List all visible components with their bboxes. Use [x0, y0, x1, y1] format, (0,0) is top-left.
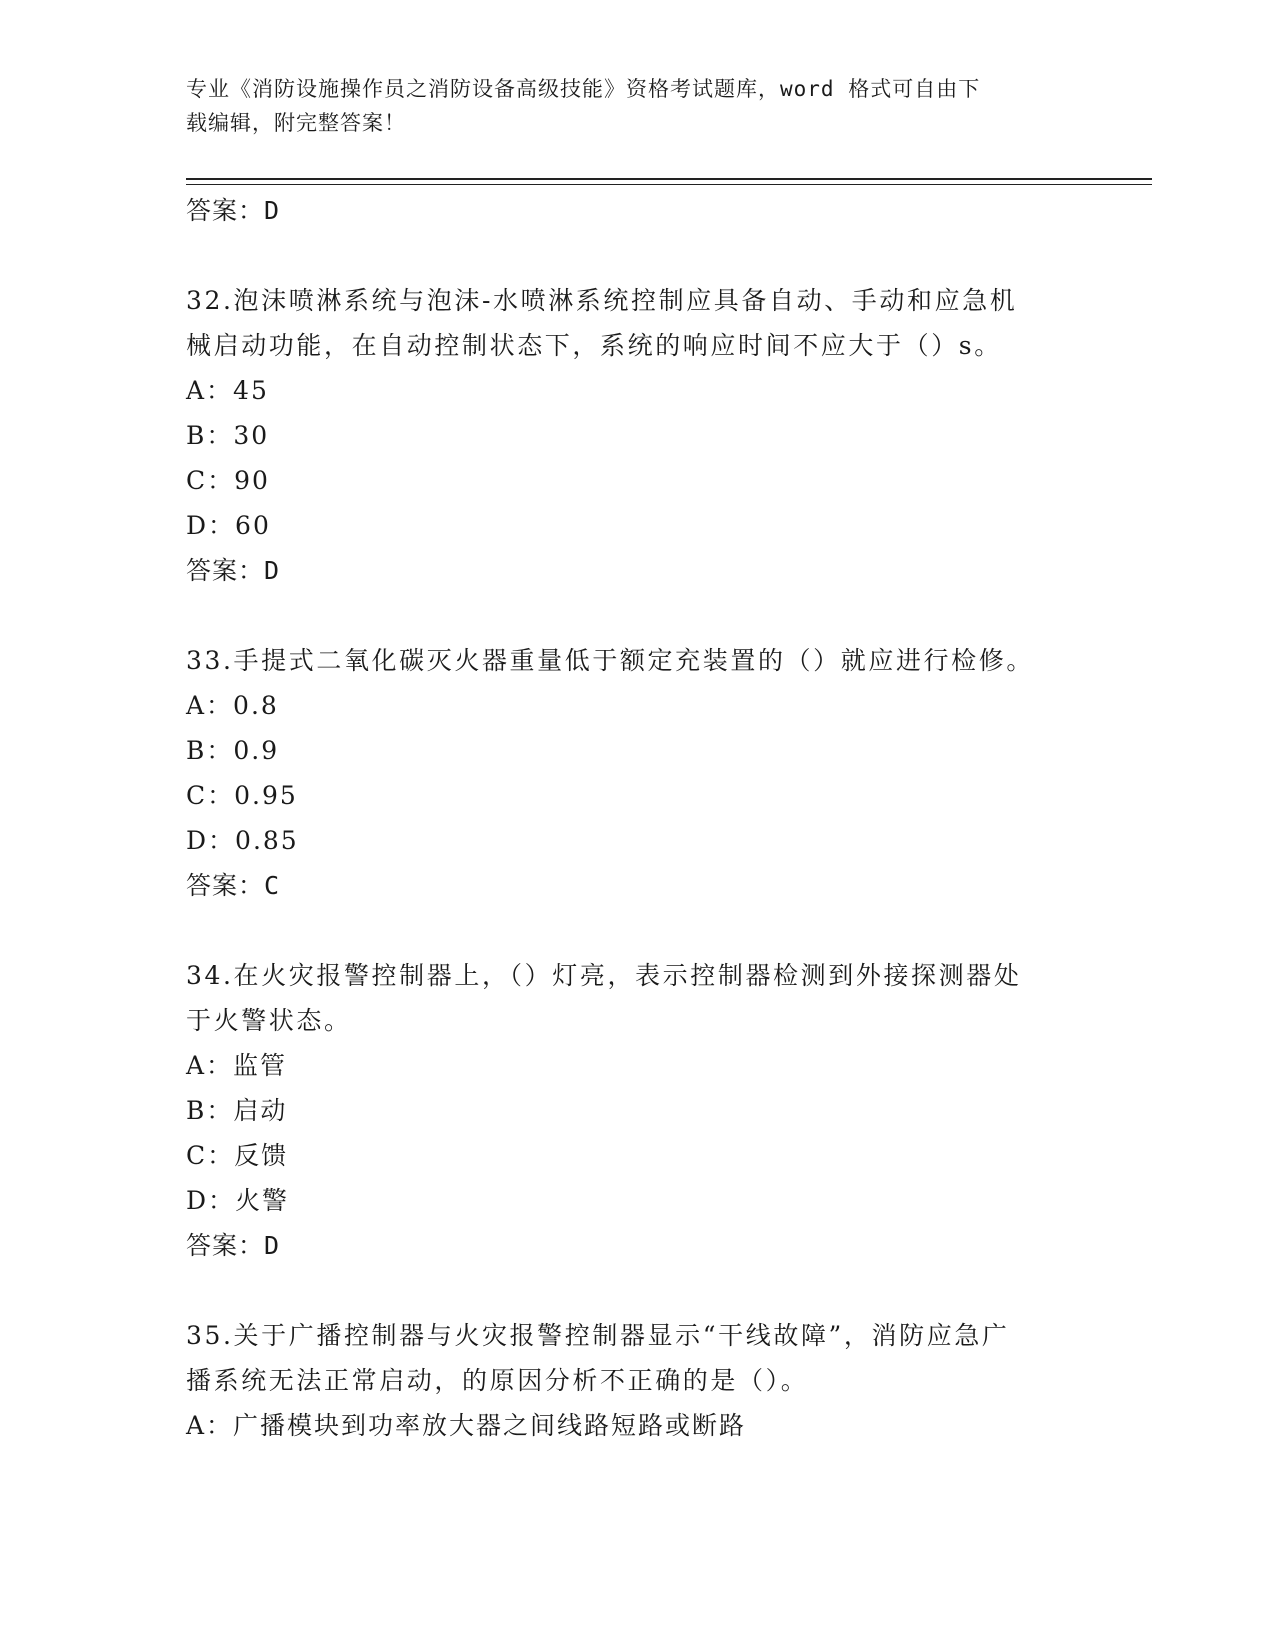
question-text-line: 34.在火灾报警控制器上，（）灯亮，表示控制器检测到外接探测器处: [186, 961, 1022, 990]
answer-label: 答案：: [186, 1231, 265, 1260]
answer-label: 答案：: [186, 196, 265, 225]
question-text-line: 33.手提式二氧化碳灭火器重量低于额定充装置的（）就应进行检修。: [186, 646, 1034, 675]
question-item: [186, 1313, 1086, 1448]
header-divider-thick: [186, 178, 1152, 180]
option-a: A：0.8: [186, 691, 279, 720]
question-text-line: 于火警状态。: [186, 1006, 352, 1035]
answer-value: D: [264, 1231, 281, 1260]
option-d: D：60: [186, 511, 271, 540]
question-text-line: 35.关于广播控制器与火灾报警控制器显示“干线故障”，消防应急广: [186, 1321, 1010, 1350]
option-a: A：45: [186, 376, 269, 405]
header-divider-thin: [186, 184, 1152, 185]
option-b: B：启动: [186, 1096, 288, 1125]
question-text-line: 械启动功能，在自动控制状态下，系统的响应时间不应大于（）s。: [186, 331, 1002, 360]
option-a: A：监管: [186, 1051, 288, 1080]
option-c: C：反馈: [186, 1141, 289, 1170]
option-a: A：广播模块到功率放大器之间线路短路或断路: [186, 1411, 747, 1440]
question-list: [186, 188, 1086, 1448]
option-b: B：30: [186, 421, 270, 450]
answer-line: [186, 188, 1086, 233]
answer-label: 答案：: [186, 556, 265, 585]
option-c: C：90: [186, 466, 270, 495]
option-d: D：火警: [186, 1186, 290, 1215]
option-c: C：0.95: [186, 781, 298, 810]
header-line-2: 载编辑，附完整答案！: [186, 111, 406, 135]
question-text-line: 播系统无法正常启动，的原因分析不正确的是（）。: [186, 1366, 809, 1395]
question-item: [186, 953, 1086, 1268]
question-item: [186, 278, 1086, 593]
answer-value: D: [264, 556, 281, 585]
answer-value: C: [264, 871, 281, 900]
question-item: [186, 638, 1086, 908]
answer-line: [186, 548, 1086, 593]
document-header: [186, 72, 1086, 140]
option-d: D：0.85: [186, 826, 299, 855]
answer-label: 答案：: [186, 871, 265, 900]
answer-line: [186, 863, 1086, 908]
answer-line: [186, 1223, 1086, 1268]
option-b: B：0.9: [186, 736, 280, 765]
question-text-line: 32.泡沫喷淋系统与泡沫-水喷淋系统控制应具备自动、手动和应急机: [186, 286, 1018, 315]
header-line-1: 专业《消防设施操作员之消防设备高级技能》资格考试题库，word 格式可自由下: [186, 77, 981, 101]
answer-value: D: [264, 196, 281, 225]
